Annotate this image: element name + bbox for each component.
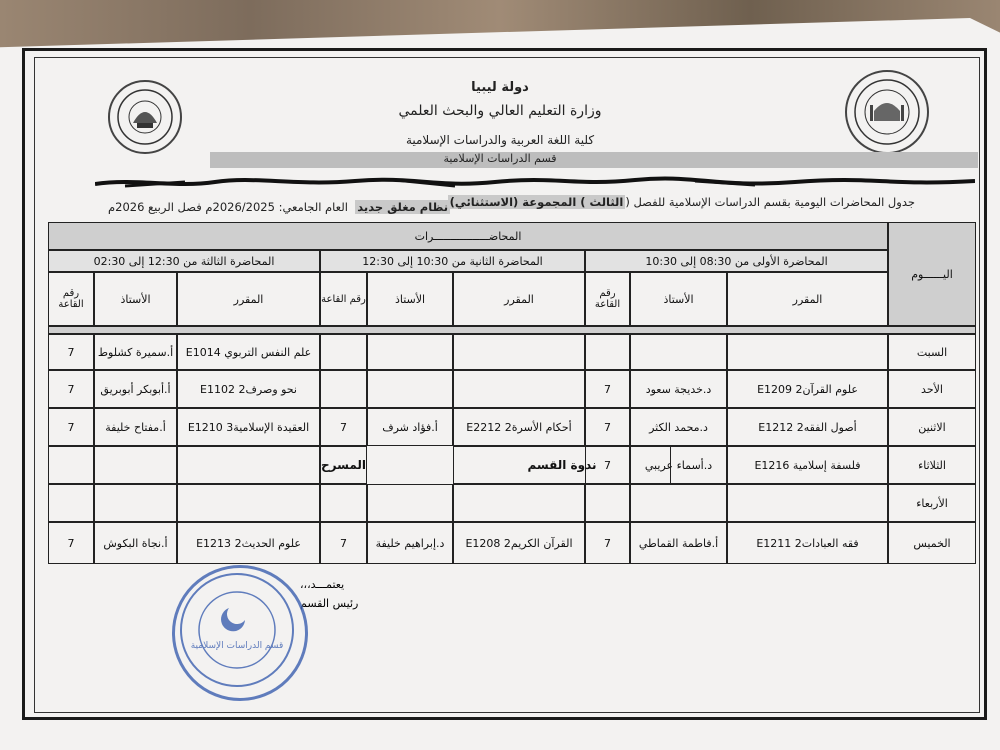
lectures-header: المحاضـــــــــــــــــرات <box>48 222 888 250</box>
day-label: الثلاثاء <box>888 446 976 484</box>
table-cell-teacher: د.محمد الكثر <box>630 408 727 446</box>
table-cell-course <box>177 446 320 484</box>
column-header-course: المقرر <box>453 272 585 326</box>
department-name: قسم الدراسات الإسلامية <box>443 152 557 165</box>
table-cell-course: ندوة القسم <box>453 446 671 484</box>
department-head-label: رئيس القسم <box>300 597 359 610</box>
column-header-room: رقم القاعة <box>48 272 94 326</box>
ministry-name: وزارة التعليم العالي والبحث العلمي <box>398 103 602 119</box>
header-divider-row <box>48 326 976 334</box>
period-header-3: المحاضرة الثالثة من 12:30 إلى 02:30 <box>48 250 320 272</box>
table-cell-course: نحو وصرف2 E1102 <box>177 370 320 408</box>
table-cell-room: 7 <box>48 408 94 446</box>
approval-label: يعتمـــد،،، <box>300 578 345 591</box>
day-label: الاثنين <box>888 408 976 446</box>
table-cell-teacher: أ.نجاة البكوش <box>94 522 177 564</box>
table-cell-teacher: د.خديجة سعود <box>630 370 727 408</box>
day-label: الأربعاء <box>888 484 976 522</box>
table-cell-teacher <box>367 484 453 522</box>
table-cell-course: القرآن الكريم2 E1208 <box>453 522 585 564</box>
column-header-teacher: الأستاذ <box>630 272 727 326</box>
table-cell-teacher: أ.أبوبكر أبوبريق <box>94 370 177 408</box>
system-label: نظام مغلق جديد <box>357 200 449 214</box>
table-cell-teacher <box>94 446 177 484</box>
table-cell-course: علوم الحديث2 E1213 <box>177 522 320 564</box>
table-cell-room: 7 <box>585 370 630 408</box>
period-header-2: المحاضرة الثانية من 10:30 إلى 12:30 <box>320 250 585 272</box>
table-cell-room: 7 <box>585 446 630 484</box>
table-cell-course <box>453 484 585 522</box>
table-cell-room: 7 <box>585 522 630 564</box>
table-cell-room <box>48 484 94 522</box>
table-cell-room: 7 <box>585 408 630 446</box>
table-cell-teacher: أ.فؤاد شرف <box>367 408 453 446</box>
table-cell-room <box>585 484 630 522</box>
column-header-teacher: الأستاذ <box>367 272 453 326</box>
country-name: دولة ليبيا <box>471 80 529 95</box>
stamp-text: قسم الدراسات الإسلامية <box>190 641 284 651</box>
table-cell-teacher: أ.فاطمة القماطي <box>630 522 727 564</box>
table-cell-room: 7 <box>48 370 94 408</box>
table-cell-teacher <box>367 334 453 370</box>
table-cell-course: علوم القرآن2 E1209 <box>727 370 888 408</box>
college-name: كلية اللغة العربية والدراسات الإسلامية <box>405 133 595 147</box>
schedule-title-year: نظام مغلق جديد العام الجامعي: 2026/2025م فصل الربيع 2026م <box>108 200 449 214</box>
table-cell-teacher <box>630 484 727 522</box>
table-cell-course: العقيدة الإسلامية3 E1210 <box>177 408 320 446</box>
table-cell-course <box>453 370 585 408</box>
column-header-teacher: الأستاذ <box>94 272 177 326</box>
table-cell-room <box>320 484 367 522</box>
table-cell-room <box>48 446 94 484</box>
day-column-header: اليــــــوم <box>888 222 976 326</box>
table-cell-course: أحكام الأسرة2 E2212 <box>453 408 585 446</box>
table-cell-teacher <box>630 334 727 370</box>
table-cell-course: علم النفس التربوي E1014 <box>177 334 320 370</box>
table-cell-room: 7 <box>48 334 94 370</box>
department-stamp <box>172 565 308 701</box>
day-label: الخميس <box>888 522 976 564</box>
table-cell-course <box>727 334 888 370</box>
table-cell-room <box>320 334 367 370</box>
table-cell-room <box>585 334 630 370</box>
table-cell-room: 7 <box>320 522 367 564</box>
day-label: الأحد <box>888 370 976 408</box>
table-cell-room: المسرح <box>320 446 367 484</box>
period-header-1: المحاضرة الأولى من 08:30 إلى 10:30 <box>585 250 888 272</box>
day-label: السبت <box>888 334 976 370</box>
column-header-course: المقرر <box>177 272 320 326</box>
table-cell-course <box>453 334 585 370</box>
column-header-course: المقرر <box>727 272 888 326</box>
table-cell-course: أصول الفقه2 E1212 <box>727 408 888 446</box>
table-cell-teacher <box>94 484 177 522</box>
table-cell-teacher: د.إبراهيم خليفة <box>367 522 453 564</box>
table-cell-room: 7 <box>48 522 94 564</box>
stamp-crescent-icon <box>175 568 299 692</box>
table-cell-course: فلسفة إسلامية E1216 <box>727 446 888 484</box>
table-cell-teacher: د.أسماء عريبي <box>630 446 727 484</box>
table-cell-teacher <box>367 370 453 408</box>
redaction-scribble <box>95 176 975 190</box>
table-cell-course <box>727 484 888 522</box>
table-cell-room: 7 <box>320 408 367 446</box>
table-cell-course: فقه العبادات2 E1211 <box>727 522 888 564</box>
column-header-room: رقم القاعة <box>320 272 367 326</box>
table-cell-course <box>177 484 320 522</box>
table-cell-room <box>320 370 367 408</box>
schedule-title: جدول المحاضرات اليومية بقسم الدراسات الإسلامية للفصل (الثالث) المجموعة (الاستثنائي) <box>449 195 915 209</box>
table-cell-teacher: أ.سميرة كشلوط <box>94 334 177 370</box>
table-cell-teacher: أ.مفتاح خليفة <box>94 408 177 446</box>
column-header-room: رقم القاعة <box>585 272 630 326</box>
